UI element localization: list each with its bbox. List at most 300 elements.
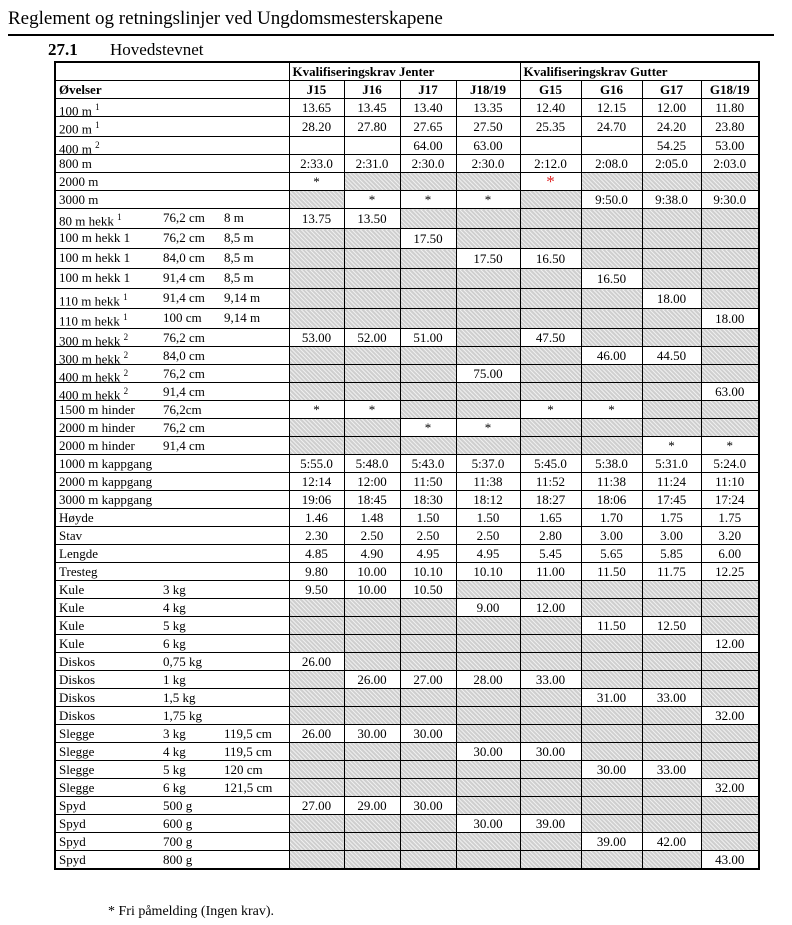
event-cell	[55, 815, 289, 833]
requirement-value: 52.00	[344, 329, 400, 347]
event-spec: 500 g	[163, 798, 193, 813]
event-label	[59, 762, 94, 777]
shaded-cell	[456, 797, 520, 815]
event-name: 2000 m hinder	[59, 420, 135, 435]
requirement-value: 3.00	[642, 527, 701, 545]
shaded-cell	[400, 383, 456, 401]
event-spec: 1,75 kg	[163, 708, 202, 723]
requirement-value: 5.45	[520, 545, 581, 563]
shaded-cell	[344, 653, 400, 671]
event-label	[59, 618, 84, 633]
shaded-cell	[581, 725, 642, 743]
shaded-cell	[456, 401, 520, 419]
shaded-cell	[520, 617, 581, 635]
shaded-cell	[289, 833, 344, 851]
shaded-cell	[581, 383, 642, 401]
shaded-cell	[642, 707, 701, 725]
event-name: Slegge	[59, 744, 95, 759]
event-spec-extra: 9,14 m	[224, 310, 261, 325]
event-spec: 76,2 cm	[163, 420, 205, 435]
class-header-j18-19: J18/19	[456, 81, 520, 99]
event-label	[59, 672, 95, 687]
table-row	[55, 419, 759, 437]
event-spec: 4 kg	[163, 744, 186, 759]
shaded-cell	[581, 329, 642, 347]
shaded-cell	[701, 229, 759, 249]
requirement-value: 12.25	[701, 563, 759, 581]
table-row	[55, 229, 759, 249]
event-spec: 1 kg	[163, 672, 186, 687]
event-name: 400 m	[59, 141, 92, 155]
class-header-j15: J15	[289, 81, 344, 99]
event-spec-extra: 120 cm	[224, 762, 263, 777]
table-row	[55, 437, 759, 455]
event-footnote-marker: 2	[95, 140, 100, 150]
requirement-value: 10.50	[400, 581, 456, 599]
shaded-cell	[289, 851, 344, 870]
shaded-cell	[400, 635, 456, 653]
requirement-value: 53.00	[289, 329, 344, 347]
requirement-value: 12.00	[642, 99, 701, 117]
event-spec-extra: 121,5 cm	[224, 780, 273, 795]
table-row	[55, 761, 759, 779]
event-label	[59, 384, 128, 401]
event-label	[59, 174, 98, 189]
shaded-cell	[520, 209, 581, 229]
event-name: Diskos	[59, 654, 96, 669]
event-label	[59, 230, 130, 245]
shaded-cell	[701, 209, 759, 229]
event-cell	[55, 437, 289, 455]
shaded-cell	[520, 581, 581, 599]
table-row	[55, 347, 759, 365]
event-name: 200 m	[59, 121, 92, 137]
event-cell	[55, 797, 289, 815]
event-cell	[55, 473, 289, 491]
shaded-cell	[520, 725, 581, 743]
shaded-cell	[642, 581, 701, 599]
shaded-cell	[456, 761, 520, 779]
shaded-cell	[642, 815, 701, 833]
table-row	[55, 455, 759, 473]
shaded-cell	[520, 229, 581, 249]
requirement-value: 12.00	[520, 599, 581, 617]
event-name: Tresteg	[59, 564, 98, 579]
shaded-cell	[520, 833, 581, 851]
event-footnote-marker: 1	[95, 102, 100, 112]
shaded-cell	[344, 599, 400, 617]
shaded-cell	[581, 779, 642, 797]
event-label	[59, 438, 135, 453]
requirement-value: *	[642, 437, 701, 455]
table-row	[55, 743, 759, 761]
shaded-cell	[581, 309, 642, 329]
shaded-cell	[400, 437, 456, 455]
event-cell	[55, 725, 289, 743]
shaded-cell	[344, 635, 400, 653]
requirement-value: 26.00	[289, 653, 344, 671]
shaded-cell	[520, 635, 581, 653]
requirement-value: 42.00	[642, 833, 701, 851]
shaded-cell	[344, 851, 400, 870]
table-row	[55, 527, 759, 545]
requirement-value: 10.10	[456, 563, 520, 581]
event-name: 300 m hekk	[59, 333, 121, 347]
shaded-cell	[701, 329, 759, 347]
shaded-cell	[520, 309, 581, 329]
event-label	[59, 310, 128, 328]
shaded-cell	[456, 209, 520, 229]
table-row	[55, 581, 759, 599]
event-name: 100 m hekk 1	[59, 250, 131, 265]
table-row	[55, 851, 759, 870]
event-cell	[55, 99, 289, 117]
shaded-cell	[581, 365, 642, 383]
shaded-cell	[289, 761, 344, 779]
requirement-value: 5:38.0	[581, 455, 642, 473]
table-row	[55, 191, 759, 209]
requirement-value: 11.80	[701, 99, 759, 117]
table-row	[55, 365, 759, 383]
shaded-cell	[289, 599, 344, 617]
shaded-cell	[520, 419, 581, 437]
requirement-value	[289, 137, 344, 155]
event-name: 1500 m hinder	[59, 402, 135, 417]
requirement-value: 2.30	[289, 527, 344, 545]
shaded-cell	[400, 761, 456, 779]
requirement-value: 33.00	[520, 671, 581, 689]
shaded-cell	[289, 671, 344, 689]
requirement-value: *	[344, 401, 400, 419]
event-cell	[55, 191, 289, 209]
event-label	[59, 192, 98, 207]
requirement-value: 27.80	[344, 117, 400, 137]
shaded-cell	[581, 797, 642, 815]
shaded-cell	[642, 743, 701, 761]
shaded-cell	[581, 653, 642, 671]
shaded-cell	[520, 191, 581, 209]
table-row	[55, 797, 759, 815]
shaded-cell	[344, 743, 400, 761]
shaded-cell	[289, 229, 344, 249]
requirement-value: 13.75	[289, 209, 344, 229]
shaded-cell	[400, 707, 456, 725]
shaded-cell	[289, 689, 344, 707]
requirement-value: 5:43.0	[400, 455, 456, 473]
requirement-value: 27.00	[400, 671, 456, 689]
requirement-value: 3.00	[581, 527, 642, 545]
shaded-cell	[701, 401, 759, 419]
shaded-cell	[701, 833, 759, 851]
requirement-value: 63.00	[456, 137, 520, 155]
table-row	[55, 289, 759, 309]
requirement-value: 75.00	[456, 365, 520, 383]
event-cell	[55, 229, 289, 249]
event-name: Slegge	[59, 780, 95, 795]
requirement-value: 9:38.0	[642, 191, 701, 209]
requirement-value: 9.00	[456, 599, 520, 617]
event-cell	[55, 563, 289, 581]
event-spec-extra: 119,5 cm	[224, 744, 272, 759]
requirement-value: 2.50	[344, 527, 400, 545]
event-name: 2000 m hinder	[59, 438, 135, 453]
event-name: Kule	[59, 600, 85, 615]
requirement-value: 9.50	[289, 581, 344, 599]
requirement-value: 11:24	[642, 473, 701, 491]
shaded-cell	[456, 779, 520, 797]
shaded-cell	[400, 309, 456, 329]
event-name: 400 m hekk	[59, 369, 121, 383]
shaded-cell	[289, 347, 344, 365]
event-label	[59, 330, 128, 347]
shaded-cell	[581, 815, 642, 833]
shaded-cell	[581, 229, 642, 249]
requirement-value: 24.20	[642, 117, 701, 137]
shaded-cell	[642, 653, 701, 671]
requirement-value: 2:33.0	[289, 155, 344, 173]
requirement-value: 1.48	[344, 509, 400, 527]
requirement-value: 2.50	[456, 527, 520, 545]
shaded-cell	[642, 329, 701, 347]
shaded-cell	[456, 725, 520, 743]
shaded-cell	[581, 707, 642, 725]
requirement-value: 29.00	[344, 797, 400, 815]
event-label	[59, 582, 84, 597]
event-cell	[55, 137, 289, 155]
event-cell	[55, 419, 289, 437]
shaded-cell	[520, 797, 581, 815]
event-spec: 100 cm	[163, 310, 202, 325]
event-spec: 91,4 cm	[163, 438, 205, 453]
event-spec: 800 g	[163, 852, 193, 867]
event-label	[59, 270, 130, 285]
event-label	[59, 402, 135, 417]
requirement-value: 12:00	[344, 473, 400, 491]
shaded-cell	[520, 689, 581, 707]
event-name: Spyd	[59, 834, 86, 849]
requirement-value: 18.00	[701, 309, 759, 329]
requirement-value: 63.00	[701, 383, 759, 401]
table-row	[55, 671, 759, 689]
requirement-value: 17:24	[701, 491, 759, 509]
event-spec: 76,2 cm	[163, 366, 205, 381]
requirement-value: 1.46	[289, 509, 344, 527]
requirement-value: 11:38	[581, 473, 642, 491]
event-footnote-marker: 2	[123, 350, 129, 360]
event-name: 300 m hekk	[59, 351, 121, 365]
class-header-g15: G15	[520, 81, 581, 99]
requirement-value: 5:37.0	[456, 455, 520, 473]
requirement-value: *	[289, 173, 344, 191]
requirement-value: 2:31.0	[344, 155, 400, 173]
shaded-cell	[642, 401, 701, 419]
event-cell	[55, 545, 289, 563]
requirement-value: 18:30	[400, 491, 456, 509]
requirement-value: 30.00	[400, 797, 456, 815]
requirement-value: 54.25	[642, 137, 701, 155]
event-spec-extra: 119,5 cm	[224, 726, 272, 741]
event-name: Kule	[59, 636, 85, 651]
event-cell	[55, 155, 289, 173]
event-spec: 5 kg	[163, 618, 186, 633]
event-name: Høyde	[59, 510, 94, 525]
requirement-value: *	[400, 191, 456, 209]
shaded-cell	[456, 707, 520, 725]
event-label	[59, 834, 86, 849]
event-label	[59, 654, 95, 669]
requirement-value: 53.00	[701, 137, 759, 155]
requirement-value: 31.00	[581, 689, 642, 707]
shaded-cell	[456, 309, 520, 329]
requirement-value: 2:12.0	[520, 155, 581, 173]
requirement-value: 16.50	[581, 269, 642, 289]
event-name: 2000 m	[59, 174, 99, 189]
requirement-value: 30.00	[581, 761, 642, 779]
event-spec-extra: 8,5 m	[224, 250, 254, 265]
requirement-value: 30.00	[400, 725, 456, 743]
event-name: Slegge	[59, 762, 95, 777]
shaded-cell	[642, 365, 701, 383]
shaded-cell	[400, 289, 456, 309]
requirement-value: 23.80	[701, 117, 759, 137]
table-row	[55, 491, 759, 509]
requirement-value: 18:27	[520, 491, 581, 509]
requirement-value: 5:31.0	[642, 455, 701, 473]
requirement-value: 2.50	[400, 527, 456, 545]
event-cell	[55, 689, 289, 707]
table-row	[55, 815, 759, 833]
shaded-cell	[456, 689, 520, 707]
empty-corner-cell	[55, 62, 289, 81]
event-footnote-marker: 1	[95, 120, 100, 130]
shaded-cell	[344, 437, 400, 455]
requirement-value: 12.40	[520, 99, 581, 117]
requirement-value: 16.50	[520, 249, 581, 269]
requirement-value: *	[520, 173, 581, 191]
event-cell	[55, 527, 289, 545]
shaded-cell	[701, 173, 759, 191]
table-row	[55, 779, 759, 797]
shaded-cell	[344, 173, 400, 191]
event-name: 80 m hekk	[59, 213, 114, 229]
shaded-cell	[642, 671, 701, 689]
shaded-cell	[701, 761, 759, 779]
requirement-value: 4.95	[400, 545, 456, 563]
title-rule	[8, 34, 774, 36]
requirement-value: 12.15	[581, 99, 642, 117]
requirement-value: 18:06	[581, 491, 642, 509]
requirement-value: 32.00	[701, 779, 759, 797]
events-column-header: Øvelser	[55, 81, 289, 99]
event-spec: 91,4 cm	[163, 290, 205, 305]
event-cell	[55, 707, 289, 725]
requirement-value: 10.00	[344, 563, 400, 581]
event-cell	[55, 329, 289, 347]
event-spec: 91,4 cm	[163, 270, 205, 285]
requirement-value: 2:08.0	[581, 155, 642, 173]
event-cell	[55, 761, 289, 779]
requirement-value: 1.50	[400, 509, 456, 527]
requirement-value: 28.00	[456, 671, 520, 689]
event-spec-extra: 8 m	[224, 210, 244, 225]
shaded-cell	[642, 797, 701, 815]
shaded-cell	[289, 779, 344, 797]
shaded-cell	[581, 851, 642, 870]
shaded-cell	[701, 365, 759, 383]
event-spec: 76,2 cm	[163, 330, 205, 345]
shaded-cell	[289, 815, 344, 833]
document-title: Reglement og retningslinjer ved Ungdomsmesterskapene	[8, 8, 443, 29]
event-spec-extra: 8,5 m	[224, 230, 254, 245]
event-cell	[55, 173, 289, 191]
event-label	[59, 118, 100, 136]
event-label	[59, 366, 128, 383]
table-row	[55, 117, 759, 137]
class-header-j17: J17	[400, 81, 456, 99]
table-row	[55, 383, 759, 401]
requirement-value: 27.65	[400, 117, 456, 137]
event-cell	[55, 653, 289, 671]
shaded-cell	[400, 743, 456, 761]
event-label	[59, 528, 82, 543]
table-row	[55, 249, 759, 269]
requirement-value: 9.80	[289, 563, 344, 581]
shaded-cell	[289, 365, 344, 383]
shaded-cell	[344, 761, 400, 779]
event-name: 2000 m kappgang	[59, 474, 153, 489]
table-row	[55, 563, 759, 581]
shaded-cell	[400, 599, 456, 617]
requirement-value: 13.65	[289, 99, 344, 117]
requirement-value: 1.70	[581, 509, 642, 527]
event-cell	[55, 269, 289, 289]
shaded-cell	[400, 851, 456, 870]
event-name: Diskos	[59, 708, 96, 723]
requirement-value: 64.00	[400, 137, 456, 155]
table-row	[55, 725, 759, 743]
requirement-value: 11:38	[456, 473, 520, 491]
table-row	[55, 707, 759, 725]
shaded-cell	[581, 419, 642, 437]
requirement-value: 5.85	[642, 545, 701, 563]
requirement-value: *	[289, 401, 344, 419]
requirement-value: 13.50	[344, 209, 400, 229]
requirement-value: 2:03.0	[701, 155, 759, 173]
shaded-cell	[344, 815, 400, 833]
table-row	[55, 269, 759, 289]
shaded-cell	[701, 289, 759, 309]
requirement-value: 9:50.0	[581, 191, 642, 209]
requirement-value: 39.00	[520, 815, 581, 833]
shaded-cell	[456, 653, 520, 671]
shaded-cell	[289, 249, 344, 269]
requirement-value: 30.00	[456, 743, 520, 761]
requirement-value: 4.95	[456, 545, 520, 563]
class-header-row	[55, 81, 759, 99]
event-name: Spyd	[59, 798, 86, 813]
requirement-value: 4.90	[344, 545, 400, 563]
requirement-value: 30.00	[456, 815, 520, 833]
shaded-cell	[520, 289, 581, 309]
event-label	[59, 420, 135, 435]
event-cell	[55, 209, 289, 229]
event-name: 1000 m kappgang	[59, 456, 153, 471]
shaded-cell	[400, 249, 456, 269]
table-row	[55, 99, 759, 117]
shaded-cell	[581, 599, 642, 617]
event-cell	[55, 617, 289, 635]
event-name: 110 m hekk	[59, 313, 120, 329]
